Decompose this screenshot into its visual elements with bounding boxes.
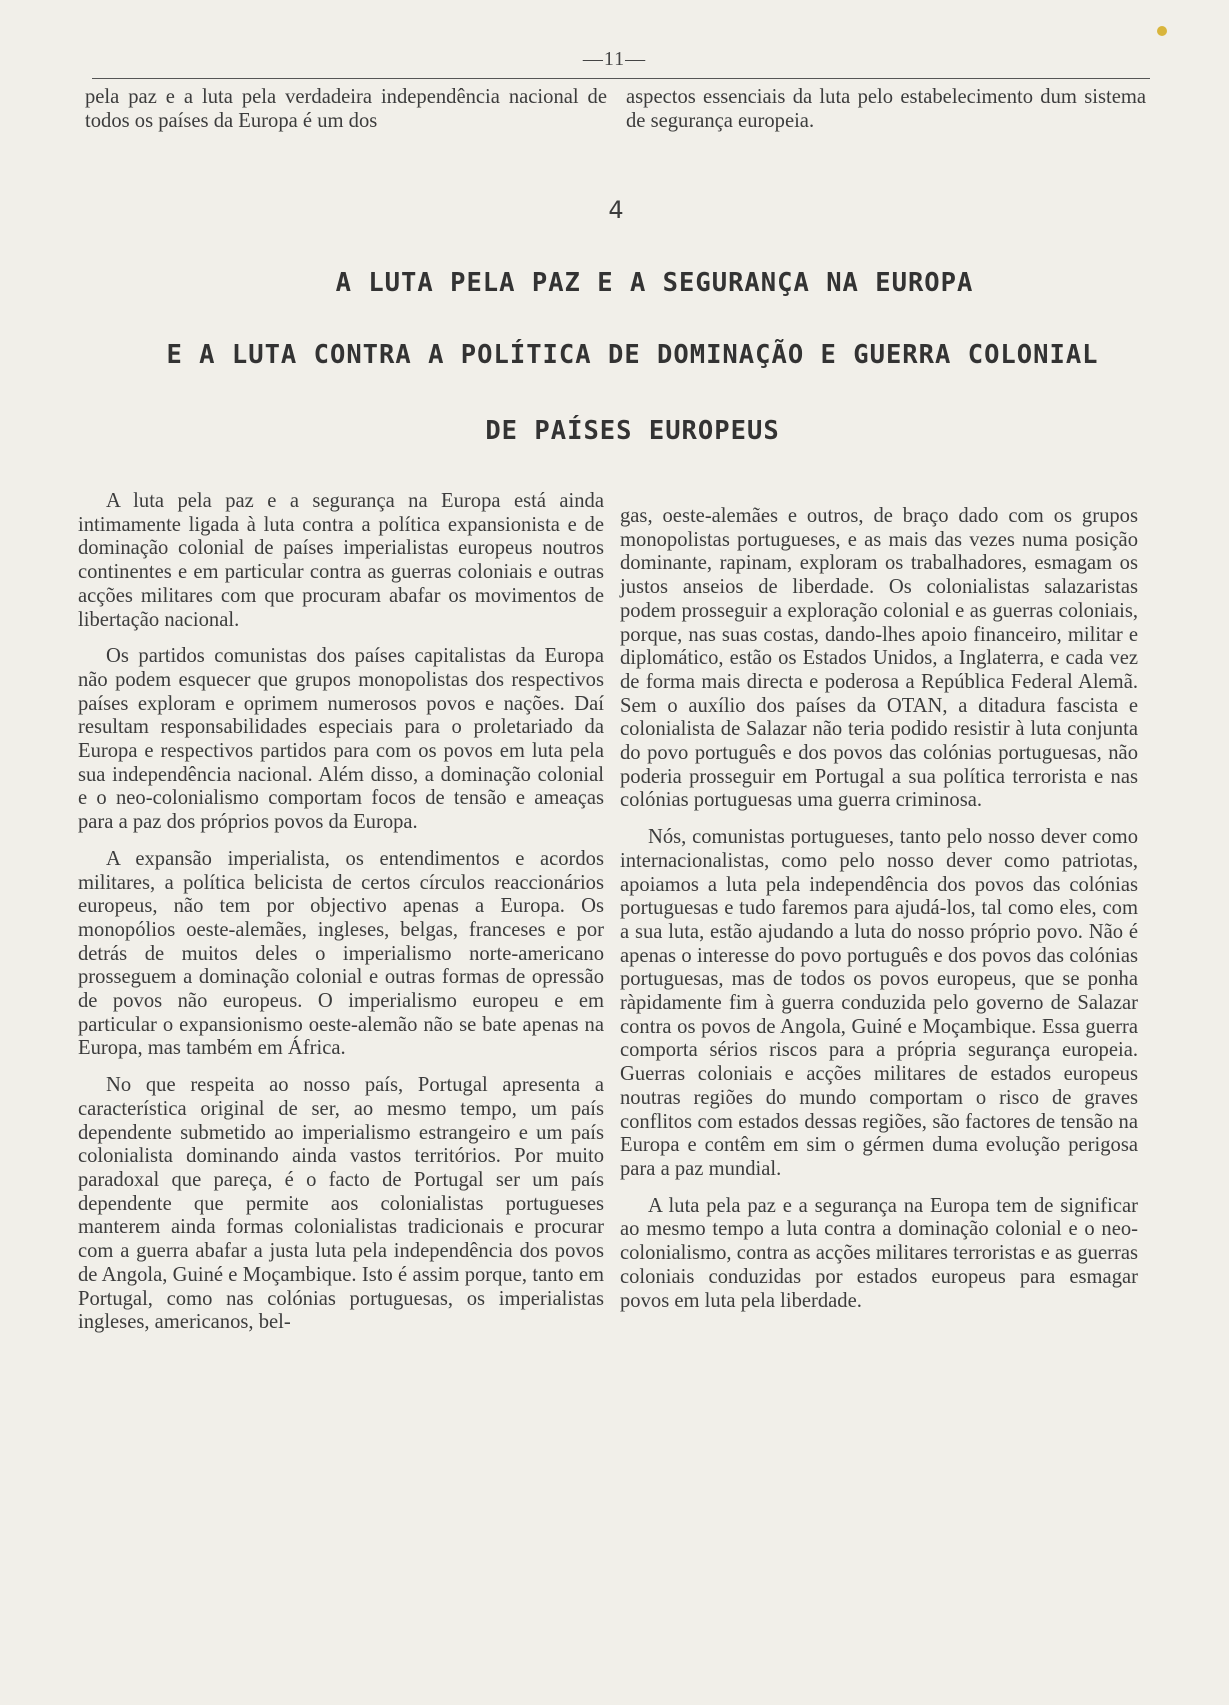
paragraph: A luta pela paz e a segurança na Europa está ainda intimamente ligada à luta contra a política expansionista e de dominação colonial de países imperialistas europeus noutros continentes e em particular contra as guerras coloniais e outras acções militares com que procuram abafar os movimentos de libertação nacional.: [78, 490, 604, 631]
section-heading-line-1: A LUTA PELA PAZ E A SEGURANÇA NA EUROPA: [335, 268, 974, 298]
section-number: 4: [608, 196, 624, 224]
paragraph: A luta pela paz e a segurança na Europa tem de significar ao mesmo tempo a luta contra a dominação colonial e o neo-colonialismo, contra as acções militares terroristas e as guerras coloniais conduzidas por estados europeus para esmagar povos em luta pela liberdade.: [620, 1194, 1138, 1312]
header-rule: [92, 78, 1150, 79]
page-number: —11—: [582, 48, 647, 70]
paragraph: Os partidos comunistas dos países capitalistas da Europa não podem esquecer que grupos monopolistas dos respectivos países exploram e oprimem numerosos povos e nações. Daí resultam responsabilidades especiais para o proletariado da Europa e respectivos partidos para com os povos em luta pela sua independência nacional. Além disso, a dominação colonial e o neo-colonialismo comportam focos de tensão e ameaças para a paz dos próprios povos da Europa.: [78, 645, 604, 834]
section-heading-line-2: E A LUTA CONTRA A POLÍTICA DE DOMINAÇÃO E GUERRA COLONIAL: [166, 340, 1099, 370]
paragraph: A expansão imperialista, os entendimentos e acordos militares, a política belicista de certos círculos reaccionários europeus, não tem por objectivo apenas a Europa. Os monopólios oeste-alemães, ingleses, belgas, franceses e por detrás de muitos deles o imperialismo norte-americano prosseguem a dominação colonial e outras formas de opressão de povos não europeus. O imperialismo europeu e em particular o expansionismo oeste-alemão não se bate apenas na Europa, mas também em África.: [78, 847, 604, 1060]
paragraph: Nós, comunistas portugueses, tanto pelo nosso dever como internacionalistas, como pelo nosso dever como patriotas, apoiamos a luta pela independência dos povos das colónias portuguesas e tudo faremos para ajudá-los, tal como eles, com a sua luta, estão ajudando a luta do nosso próprio povo. Não é apenas o interesse do povo português e dos povos das colónias portuguesas, mas de todos os povos europeus, que se ponha ràpidamente fim à guerra conduzida pelo governo de Salazar contra os povos de Angola, Guiné e Moçambique. Essa guerra comporta sérios riscos para a própria segurança europeia. Guerras coloniais e acções militares de estados europeus noutras regiões do mundo comportam o risco de graves conflitos com estados dessas regiões, são factores de tensão na Europa e contêm em sim o gérmen duma evolução perigosa para a paz mundial.: [620, 826, 1138, 1180]
section-heading-line-3: DE PAÍSES EUROPEUS: [485, 416, 780, 446]
left-column: [78, 490, 604, 1335]
paragraph: No que respeita ao nosso país, Portugal apresenta a característica original de ser, ao mesmo tempo, um país dependente submetido ao imperialismo estrangeiro e um país colonialista dominando ainda vastos territórios. Por muito paradoxal que pareça, é o facto de Portugal ser um país dependente que permite aos colonialistas portugueses manterem ainda formas colonialistas tradicionais e procurar com a guerra abafar a justa luta pela independência dos povos de Angola, Guiné e Moçambique. Isto é assim porque, tanto em Portugal, como nas colónias portuguesas, os imperialistas ingleses, americanos, bel-: [78, 1074, 604, 1334]
paragraph: gas, oeste-alemães e outros, de braço dado com os grupos monopolistas portugueses, e as mais das vezes numa posição dominante, rapinam, exploram os trabalhadores, esmagam os justos anseios de liberdade. Os colonialistas salazaristas podem prosseguir a exploração colonial e as guerras coloniais, porque, nas suas costas, dando-lhes apoio financeiro, militar e diplomático, estão os Estados Unidos, a Inglaterra, e cada vez de forma mais directa e poderosa a República Federal Alemã. Sem o auxílio dos países da OTAN, a ditadura fascista e colonialista de Salazar não teria podido resistir à luta conjunta do povo português e dos povos das colónias portuguesas, não poderia prosseguir em Portugal a sua política terrorista e nas colónias portuguesas uma guerra criminosa.: [620, 505, 1138, 812]
right-column: [620, 505, 1138, 1313]
ink-spot: [1157, 26, 1167, 36]
continued-text-right: aspectos essenciais da luta pelo estabelecimento dum sistema de segurança europeia.: [626, 86, 1146, 132]
continued-text-left: pela paz e a luta pela verdadeira independência nacional de todos os países da Europa é um dos: [85, 86, 607, 132]
